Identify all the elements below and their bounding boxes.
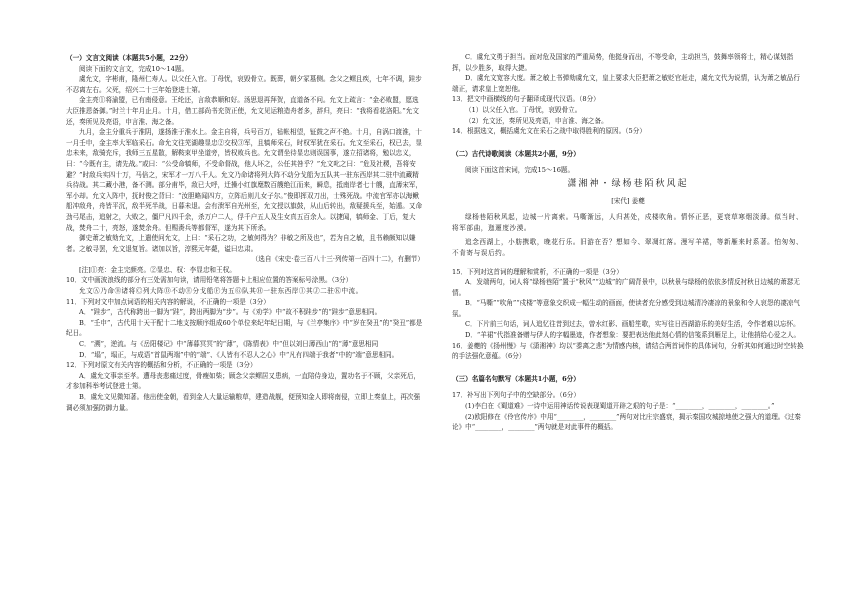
poem-title: 潇湘神・绿杨巷陌秋风起 [567,178,689,189]
passage-paragraph: 虞允文，字彬甫，隆州仁寿人。以父任入官。丁母忧，哀毁骨立。既葬，朝夕冢墓侧。念父之鳏且疾，七年不调，跬步不忍离左右。父死，绍兴二十三年始登进士第。 [66,75,422,94]
question-15-option-c: C．下片前三句话，词人追忆往昔到过去，曾水红影、画船笙歌，实写往日西湖游乐的美好生活，令作者难以忘怀。 [465,320,800,329]
question-11: 11．下列对文中加点词语的相关内容的解说，不正确的一项是（3分） [66,297,270,306]
left-column [66,52,424,413]
question-11-option-c: C．“溯”，逆流。与《岳阳楼记》中“薄暮冥冥”的“薄”，《陈情表》中“但以刘日薄西山”的“薄”意思相同 [79,340,379,349]
question-12: 12．下列对原文有关内容的概括和分析，不正确的一项是（3分） [66,361,257,370]
passage-notes: [注]①亮：金主完颜亮。②显忠、权：李显忠和王权。 [79,265,236,274]
poem-author: [宋代] 姜夔 [611,196,645,205]
question-10: 10．文中画波浪线的部分有三处需加句读，请用铅笔将答题卡上相应位置的答案标号涂黑。（3分） [66,276,353,285]
right-column [452,52,804,433]
question-17: 17．补写出下列句子中的空缺部分。（6分） [452,391,580,400]
question-11-option-b: B．“壬申”，古代用十天干配十二地支按顺序组成60个单位来纪年纪日期，与《兰亭集序》中“岁在癸丑”的“癸丑”都是纪日。 [66,318,423,338]
question-17-item-1: (1)李白在《蜀道难》一诗中运用神话传说表现蜀道开辟之艰的句子是：“________，________，________。” [465,402,775,411]
section-title-poetry: （二）古代诗歌阅读（本题共2小题，9分） [452,149,580,158]
question-11-option-a: A．“跬步”，古代称跨出一脚为“跬”，跨出两脚为“步”。与《劝学》中“故不积跬步”的“跬步”意思相同。 [79,308,382,317]
question-14: 14．根据选文，概括虞允文在采石之战中取得胜利的原因。（5分） [452,127,646,136]
poem-stanza-2: 追念西湖上，小舫携歌，晚花行乐。旧游在否？想如今、翠凋红落。漫写羊裙，等新雁来时系著。怕匆匆、不肯寄与误后约。 [452,238,804,257]
question-13: 13．把文中画横线的句子翻译成现代汉语。（8分） [452,95,600,104]
passage-source: （选自《宋史·卷三百八十三·列传第一百四十二》，有删节） [251,255,424,264]
question-12-option-c: C．虞允文勇于担当。面对危及国家的严重局势，他挺身而出，不等受命，主动担当，鼓舞率领将士，精心谋划指挥，以少胜多，取得大捷。 [452,53,794,72]
question-16: 16．姜夔的《扬州慢》与《潇湘神》均以“黍离之悲”为情感内核，请结合两首词作的具体词句，分析其如何通过时空转换的手法强化意蕴。（6分） [452,341,804,361]
passage-paragraph: 御史萧之敏劾允文，上遣使问允文，上曰：“采石之功，之敏何得为？非敏之所及也”，若为自之敏，且书赖颇知以嫌者。之敏寻罢，允文退复旨。诸加以旨，淳熙元年薨，谥曰忠肃。 [66,234,416,253]
question-13-item-1: （1）以父任入官。丁母忧，哀毁骨立。 [465,105,582,114]
question-11-option-d: D．“塌”，塌正，与成语“首鼠两端”中的“端”、《人皆有不忍人之心》中“凡有四端于我者”中的“端”意思相同。 [79,350,399,359]
passage-paragraph: 九月，金主分重兵于淮阴，遂扬淮于淮水上。金主自将，兵号百万，毡帐相望，钲鼓之声不绝。十月，自涡口渡淮，十一月壬申，金主率大军临采石。命允文往芜湖趣显忠②交权③军，且犒师采石，时权军犹在采石。允文至采石，权已去，显忠未来，敌骑充斥，我师三五星散，解鞍束甲坐道旁，皆权败兵也。允文谓坐待显忠则误国事，遂立招诸将，勉以忠义，曰：“今既有主，请先战。”或曰：“公受命犒师，不受命督战，他人坏之，公任其咎乎？”允文叱之曰：“危及社稷，吾将安避？”时敌兵实四十万，马倍之，宋军才一万八千人。允文乃命诸将列大阵不动分戈船为五队其一驻东西岸其二驻中流藏精兵待战。其二藏小港，备不测。部分甫毕，敌已大呼，迁操小红旗麾数百艘绝江而来，瞬息，抵南岸者七十艘，直薄宋军，军小却。允文入阵中，抚时俊之背曰：“汝胆略闻四方，立阵后则儿女子尔。”俊即挥双刀出，士殊死战。中流官军亦以海鳅船冲敌舟，舟皆平沉，敌半死半战，日暮未退。会有溃军自光州至，允文授以旗鼓，从山后转出，敌疑援兵至，始遁。又命劲弓尾击，追射之，大败之，僵尸凡四千余，杀万户二人，俘千户五人及生女真五百余人。以捷闻，犒师金、丁后，复大战，焚舟二十，亮怒，遂焚余舟。但赐赉兵等都督军，遂为其下所杀。 [66,128,423,232]
question-12-option-b: B．虞允文见微知著。他出使金朝，看到金人大量运输粮草，建造战舰，便预知金人即将南侵，立即上奏皇上，再次强调必须加强防御力量。 [66,393,421,412]
question-15: 15．下列对这首词的理解和赏析，不正确的一项是（3分） [452,267,623,276]
question-15-option-d: D．“羊裙”代指准备赠与伊人的字幅墨迹，作者想象：要把表达他此刻心情的信笺系到雁足上，让他捎给心爱之人。 [465,331,801,340]
question-15-option-a: A．发端两句，词人将“绿杨巷陌”置于“秋风”“边城”的广阔背景中，以秋景与绿杨的依依多情反衬秋日边城的萧瑟无情。 [452,278,800,297]
question-13-item-2: （2）允文还，奏所见及亮语，申言淮、海之备。 [465,116,608,125]
section-title-classical: （一）文言文阅读（本题共5小题，22分） [66,54,192,62]
section-title-dictation: （三）名篇名句默写（本题共1小题，6分） [452,374,580,383]
poem-stanza-1: 绿杨巷陌秋风起，边城一片离索。马嘶渐远，人归甚处，戍楼吹角。情怀正恶，更衰草寒烟淡薄。似当时、将军部曲，迤逦度沙漠。 [452,213,804,232]
question-10-options: 允文Ⓐ乃命Ⓑ诸将Ⓒ列大阵Ⓓ不动Ⓔ分戈船Ⓕ为五Ⓖ队其Ⓗ一驻东西岸Ⓘ其Ⓙ二驻Ⓚ中流。 [79,287,363,296]
question-15-option-b: B．“马嘶”“吹角”“戍楼”等意象交织成一幅生动的画面，使读者充分感受到边城清冷凄凉的景象和令人哀怨的凄凉气氛。 [452,299,800,318]
passage-paragraph: 金主亮①将渝盟，已有南侵意。王纶还，言敌恭顺和好。汤思退再拜贺，直道备不问。允文上疏言：“金必败盟，愿选大臣推恩备御。”时兰十年月止月。十月，借工部尚书充贺正使，允文见运粮造舟者多，辞归，亮曰：“我将看花洛阳。”允文还，奏所见及亮语，申言淮、海之备。 [66,96,419,126]
poetry-intro: 阅读下面这首宋词，完成15～16题。 [465,166,575,175]
question-12-option-d: D．虞允文宽容大度。萧之敏上书弹劾虞允文，皇上要求大臣把萧之敏贬官赶走，虞允文代为说情，认为萧之敏品行端正，请求皇上宽恕他。 [452,74,800,93]
reading-intro: 阅读下面的文言文，完成10～14题。 [79,64,189,73]
question-12-option-a: A．虞允文事亲至孝。遭母丧悲痛过度，骨瘦如柴；顾念父亲鳏居又患病，一直陪侍身边，置功名于不顾，父亲死后，才参加科举考试登进士第。 [66,371,421,391]
question-17-item-2: (2)欧阳修在《伶官传序》中用“________，________”两句对比庄宗盛衰，揭示秦国攻城掠地使之强大的道理。《过秦论》中“________，________”两句就是对此事件的概括。 [452,412,801,432]
